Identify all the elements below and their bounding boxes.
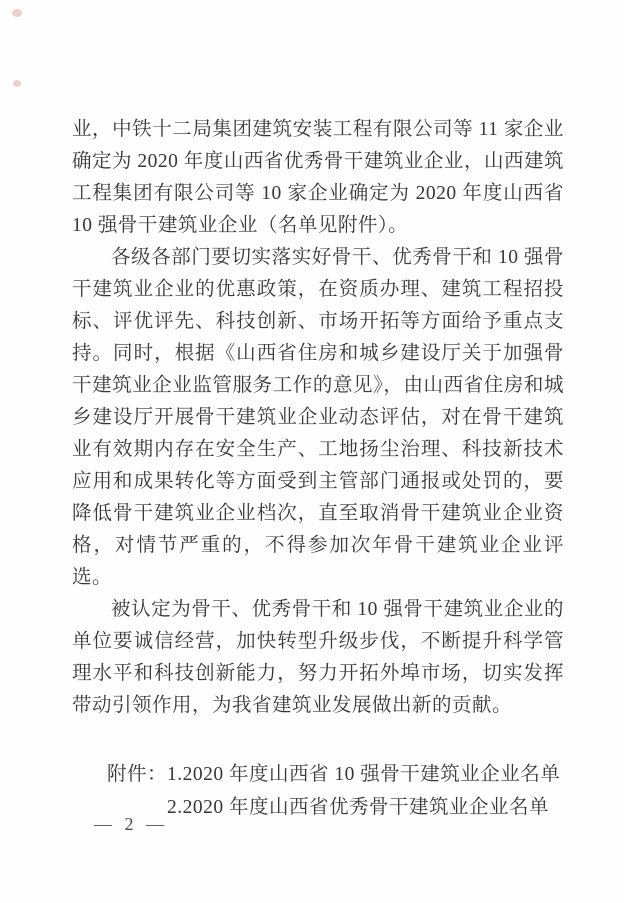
red-scan-artifact-left [13,80,21,87]
attachments-label: 附件： [107,764,168,785]
attachment-item-1: 1.2020 年度山西省 10 强骨干建筑业企业名单 [167,764,561,785]
paragraph-continuation: 业，中铁十二局集团建筑安装工程有限公司等 11 家企业确定为 2020 年度山西省优秀骨干建筑业企业，山西建筑工程集团有限公司等 10 家企业确定为 2020 年度山西省 10 强骨干建筑业企业（名单见附件）。 [72,119,564,236]
attachment-item-2: 2.2020 年度山西省优秀骨干建筑业企业名单 [167,797,550,818]
paragraph-support-policy: 各级各部门要切实落实好骨干、优秀骨干和 10 强骨干建筑业企业的优惠政策，在资质办理、建筑工程招投标、评优评先、科技创新、市场开拓等方面给予重点支持。同时，根据《山西省住房和城乡建设厅关于加强骨干建筑业企业监管服务工作的意见》，由山西省住房和城乡建设厅开展骨干建筑业企业动态评估，对在骨干建筑业有效期内存在安全生产、工地扬尘治理、科技新技术应用和成果转化等方面受到主管部门通报或处罚的，要降低骨干建筑业企业档次，直至取消骨干建筑业企业资格，对情节严重的，不得参加次年骨干建筑业企业评选。 [72,247,564,588]
attachments-list [167,758,564,824]
body-text [72,114,564,824]
red-scan-artifact-top [12,9,22,17]
paragraph-enterprise-duties: 被认定为骨干、优秀骨干和 10 强骨干建筑业企业的单位要诚信经营，加快转型升级步伐，不断提升科学管理水平和科技创新能力，努力开拓外埠市场，切实发挥带动引领作用，为我省建筑业发展做出新的贡献。 [72,599,564,716]
page-number: — 2 — [94,814,168,834]
